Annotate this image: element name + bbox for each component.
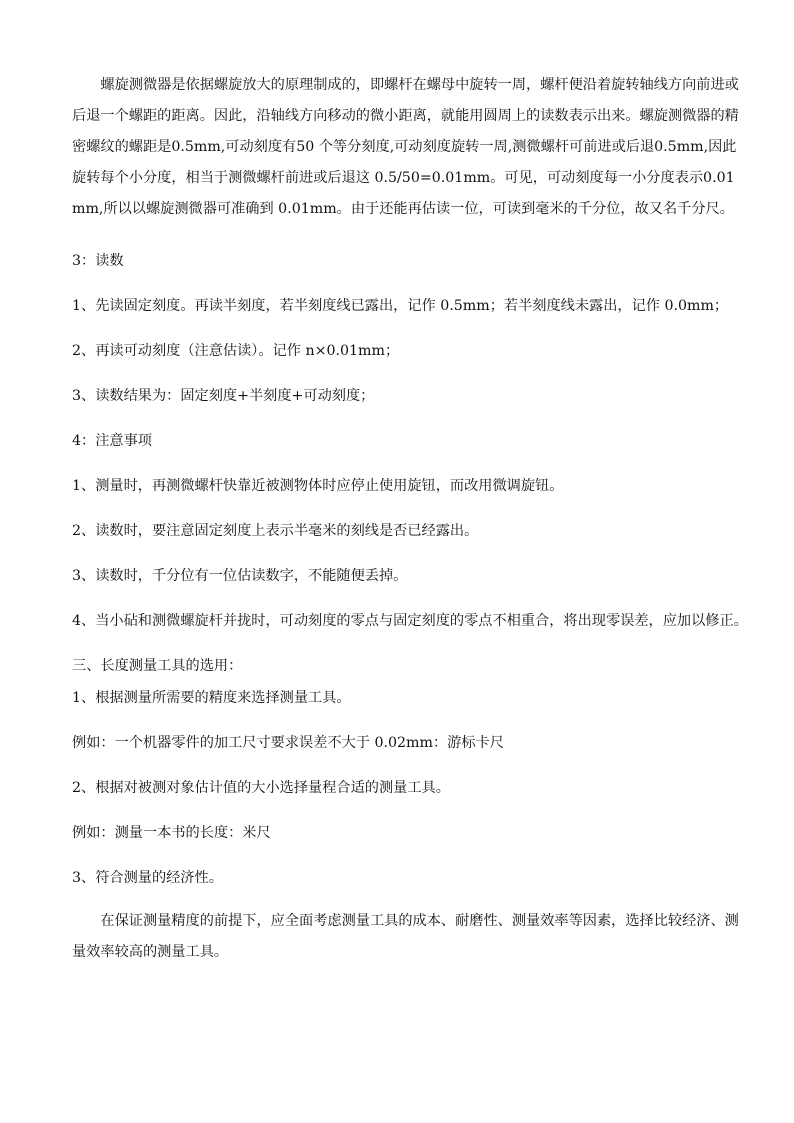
intro-paragraph: 螺旋测微器是依据螺旋放大的原理制成的，即螺杆在螺母中旋转一周，螺杆便沿着旋转轴线方向前进或后退一个螺距的距离。因此，沿轴线方向移动的微小距离，就能用圆周上的读数表示出来。螺旋测微器的精密螺纹的螺距是0.5mm,可动刻度有50 个等分刻度,可动刻度旋转一周,测微螺杆可前进或后退0.5mm,因此旋转每个小分度，相当于测微螺杆前进或后退这 0.5/50=0.01mm。可见，可动刻度每一小分度表示0.01mm,所以以螺旋测微器可准确到 0.01mm。由于还能再估读一位，可读到毫米的千分位，故又名千分尺。 <box>72 77 739 217</box>
part3-item-3: 3、符合测量的经济性。 <box>72 870 223 886</box>
part3-heading: 三、长度测量工具的选用： <box>72 658 243 674</box>
section4-item-2: 2、读数时，要注意固定刻度上表示半毫米的刻线是否已经露出。 <box>72 523 479 539</box>
section3-item-1: 1、先读固定刻度。再读半刻度，若半刻度线已露出，记作 0.5mm；若半刻度线未露出，记作 0.0mm； <box>72 298 729 314</box>
part3-example-2: 例如：测量一本书的长度：米尺 <box>72 825 271 841</box>
closing-paragraph: 在保证测量精度的前提下，应全面考虑测量工具的成本、耐磨性、测量效率等因素，选择比较经济、测量效率较高的测量工具。 <box>72 913 739 960</box>
section4-item-1: 1、测量时，再测微螺杆快靠近被测物体时应停止使用旋钮，而改用微调旋钮。 <box>72 478 564 494</box>
part3-item-1: 1、根据测量所需要的精度来选择测量工具。 <box>72 690 351 706</box>
part3-item-2: 2、根据对被测对象估计值的大小选择量程合适的测量工具。 <box>72 780 450 796</box>
section4-heading: 4：注意事项 <box>72 433 152 449</box>
part3-example-1: 例如：一个机器零件的加工尺寸要求误差不大于 0.02mm：游标卡尺 <box>72 735 504 751</box>
section4-item-4: 4、当小砧和测微螺旋杆并拢时，可动刻度的零点与固定刻度的零点不相重合，将出现零误差，应加以修正。 <box>72 613 748 629</box>
section4-item-3: 3、读数时，千分位有一位估读数字，不能随便丢掉。 <box>72 568 408 584</box>
section3-item-3: 3、读数结果为：固定刻度+半刻度+可动刻度； <box>72 388 375 404</box>
section3-heading: 3：读数 <box>72 253 124 269</box>
section3-item-2: 2、再读可动刻度（注意估读）。记作 n×0.01mm； <box>72 343 400 359</box>
